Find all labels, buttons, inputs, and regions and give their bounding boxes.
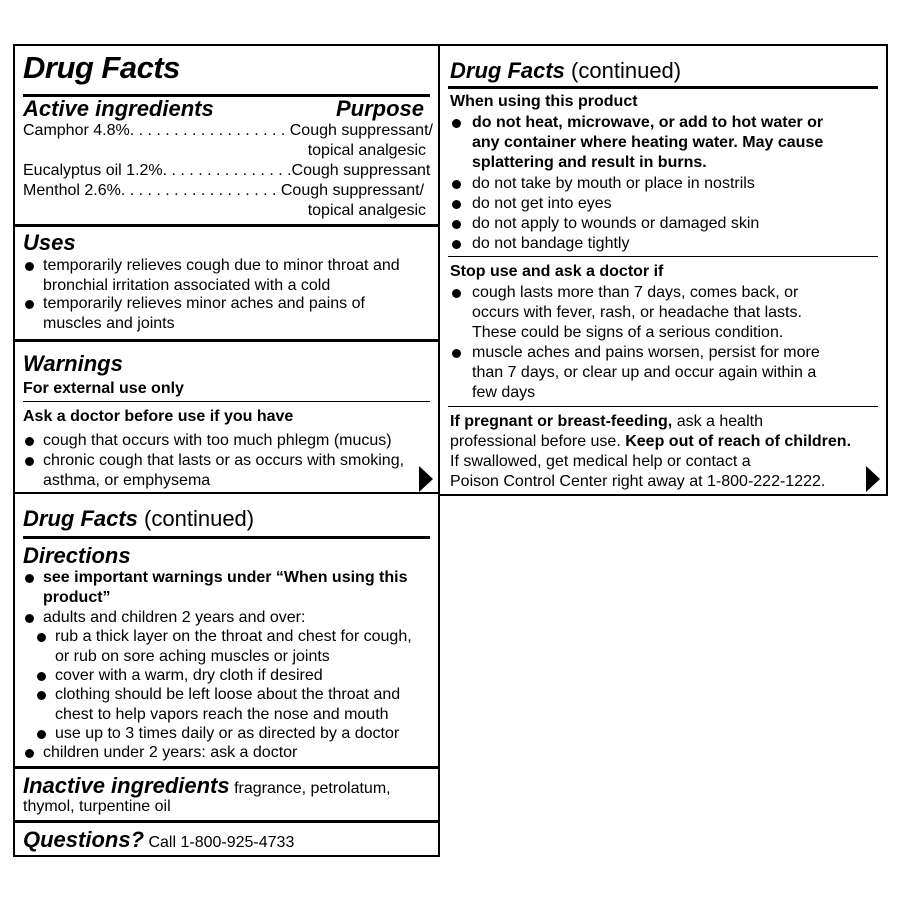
keep-out-of-reach: Keep out of reach of children. <box>625 433 852 450</box>
continue-arrow-icon <box>866 466 880 492</box>
bullet-icon <box>452 200 461 209</box>
when-item: do not bandage tightly <box>472 235 630 252</box>
bullet-icon <box>452 240 461 249</box>
poison-control-text: Poison Control Center right away at 1-800-222-1222. <box>450 473 826 490</box>
stop-use-heading: Stop use and ask a doctor if <box>450 263 664 280</box>
pregnancy-rest: ask a health <box>672 413 763 430</box>
use-item: temporarily relieves minor aches and pains of <box>43 295 365 312</box>
section-rule <box>15 339 438 342</box>
when-bold-item: do not heat, microwave, or add to hot water or <box>472 114 824 131</box>
ask-item: cough that occurs with too much phlegm (mucus) <box>43 432 392 449</box>
sub-rule <box>23 401 430 402</box>
continued-text: (continued) <box>144 506 255 531</box>
use-item: muscles and joints <box>43 315 175 332</box>
ask-item: asthma, or emphysema <box>43 472 211 489</box>
purpose-heading: Purpose <box>335 96 424 121</box>
bullet-icon <box>25 614 34 623</box>
bullet-icon <box>25 300 34 309</box>
bullet-icon <box>452 349 461 358</box>
ask-item: chronic cough that lasts or as occurs with smoking, <box>43 452 405 469</box>
direction-item: see important warnings under “When using this <box>43 569 408 586</box>
when-item: do not take by mouth or place in nostrils <box>472 175 755 192</box>
pregnancy-warning <box>450 414 763 430</box>
uses-heading: Uses <box>23 230 76 255</box>
direction-item: adults and children 2 years and over: <box>43 609 306 626</box>
stop-item: than 7 days, or clear up and occur again within a <box>472 364 817 381</box>
pregnancy-warning <box>450 434 851 450</box>
warnings-heading: Warnings <box>23 351 123 376</box>
title-rule <box>23 536 430 539</box>
bullet-icon <box>25 262 34 271</box>
section-rule <box>15 820 438 823</box>
pregnancy-bold: If pregnant or breast-feeding, <box>450 413 673 430</box>
when-item: do not get into eyes <box>472 195 612 212</box>
bullet-icon <box>452 119 461 128</box>
ingredient-purpose: topical analgesic <box>307 142 426 159</box>
bullet-icon <box>37 633 46 642</box>
bullet-icon <box>25 749 34 758</box>
use-item: bronchial irritation associated with a cold <box>43 277 331 294</box>
direction-item: children under 2 years: ask a doctor <box>43 744 298 761</box>
drug-facts-panel-3 <box>13 492 440 857</box>
bullet-icon <box>25 574 34 583</box>
ingredient-line: Menthol 2.6%. . . . . . . . . . . . . . . . . . Cough suppressant/ <box>23 182 425 199</box>
bullet-icon <box>452 289 461 298</box>
inactive-list-cont: thymol, turpentine oil <box>23 798 171 815</box>
stop-item: cough lasts more than 7 days, comes back, or <box>472 284 799 301</box>
inactive-list: fragrance, petrolatum, <box>229 780 391 797</box>
questions-line <box>23 829 294 851</box>
panel-title-text: Drug Facts <box>450 58 565 83</box>
sub-direction-item: or rub on sore aching muscles or joints <box>55 648 330 665</box>
sub-direction-item: cover with a warm, dry cloth if desired <box>55 667 323 684</box>
pregnancy-professional: professional before use. <box>450 433 626 450</box>
bullet-icon <box>452 220 461 229</box>
bullet-icon <box>25 437 34 446</box>
inactive-ingredients <box>23 775 391 797</box>
bullet-icon <box>37 672 46 681</box>
sub-direction-item: clothing should be left loose about the throat and <box>55 686 401 703</box>
section-rule <box>15 766 438 769</box>
title-rule <box>448 86 878 89</box>
when-bold-item: splattering and result in burns. <box>472 154 707 171</box>
questions-phone: Call 1-800-925-4733 <box>144 834 295 851</box>
active-ingredients-heading: Active ingredients <box>23 96 214 121</box>
ingredient-purpose: topical analgesic <box>307 202 426 219</box>
drug-facts-panel-2 <box>438 44 888 496</box>
when-item: do not apply to wounds or damaged skin <box>472 215 760 232</box>
panel-title: Drug Facts <box>23 50 180 85</box>
ask-doctor-heading: Ask a doctor before use if you have <box>23 408 294 425</box>
directions-heading: Directions <box>23 543 131 568</box>
stop-item: These could be signs of a serious condition. <box>472 324 784 341</box>
sub-direction-item: chest to help vapors reach the nose and mouth <box>55 706 389 723</box>
continued-text: (continued) <box>571 58 682 83</box>
panel-title <box>23 508 254 530</box>
when-bold-item: any container where heating water. May cause <box>472 134 824 151</box>
panel-title-text: Drug Facts <box>23 506 138 531</box>
section-rule <box>15 224 438 227</box>
inactive-heading: Inactive ingredients <box>23 773 230 798</box>
stop-item: few days <box>472 384 536 401</box>
sub-direction-item: rub a thick layer on the throat and chest for cough, <box>55 628 412 645</box>
sub-direction-item: use up to 3 times daily or as directed by a doctor <box>55 725 400 742</box>
bullet-icon <box>37 730 46 739</box>
bullet-icon <box>25 457 34 466</box>
drug-facts-panel-1 <box>13 44 440 494</box>
sub-rule <box>448 256 878 257</box>
bullet-icon <box>37 691 46 700</box>
when-using-heading: When using this product <box>450 93 638 110</box>
swallowed-text: If swallowed, get medical help or contact a <box>450 453 751 470</box>
ingredient-line: Eucalyptus oil 1.2%. . . . . . . . . . . . . . .Cough suppressant <box>23 162 431 179</box>
external-use-text: For external use only <box>23 380 184 397</box>
continue-arrow-icon <box>419 466 433 492</box>
direction-item: product” <box>43 589 111 606</box>
bullet-icon <box>452 180 461 189</box>
panel-title <box>450 60 681 82</box>
use-item: temporarily relieves cough due to minor throat and <box>43 257 400 274</box>
ingredient-line: Camphor 4.8%. . . . . . . . . . . . . . . . . . Cough suppressant/ <box>23 122 433 139</box>
questions-heading: Questions? <box>23 827 145 852</box>
stop-item: occurs with fever, rash, or headache that lasts. <box>472 304 802 321</box>
sub-rule <box>448 406 878 407</box>
stop-item: muscle aches and pains worsen, persist for more <box>472 344 820 361</box>
